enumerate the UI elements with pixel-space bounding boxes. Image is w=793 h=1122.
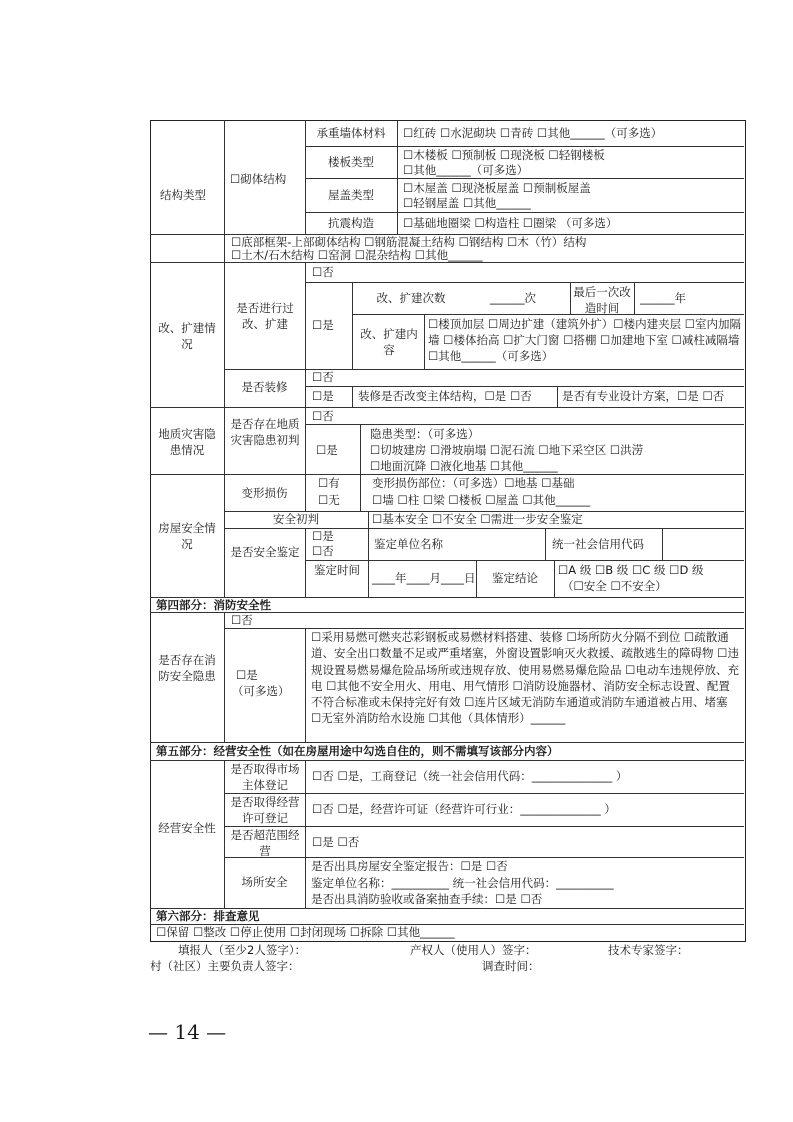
renovation-times-label: 改、扩建次数 (376, 291, 446, 305)
page-number: — 14 — (148, 1020, 227, 1044)
geo-types-title: 隐患类型：（可多选） (370, 427, 480, 441)
appraisal-time-value[interactable]: ____年____月____日 (372, 571, 476, 585)
geo-no[interactable]: ☐否 (312, 409, 334, 423)
fire-hazard-yes-note: （可多选） (232, 684, 290, 698)
roof-label: 屋盖类型 (328, 188, 374, 202)
business-permit-label: 是否取得经营许可登记 (230, 795, 300, 825)
floor-label: 楼板类型 (328, 155, 374, 169)
appraisal-conclusion-grades[interactable]: ☐A 级 ☐B 级 ☐C 级 ☐D 级 (558, 563, 704, 577)
appraisal-credit-label: 统一社会信用代码 (552, 537, 644, 551)
structure-other-2[interactable]: ☐土木/石木结构 ☐窑洞 ☐混杂结构 ☐其他______ (231, 248, 483, 262)
decor-design-question[interactable]: 是否有专业设计方案，☐是 ☐否 (562, 389, 725, 403)
roof-options-1[interactable]: ☐木屋盖 ☐现浇板屋盖 ☐预制板屋盖 (403, 181, 591, 195)
fire-hazard-options[interactable]: ☐采用易燃可燃夹芯彩钢板或易燃材料搭建、装修 ☐场所防火分隔不到位 ☐疏散通道、安全出口数量不足或严重堵塞，外窗设置影响灭火救援、疏散逃生的障碍物 ☐违规设置易燃易爆危险品场所或违规存放、使用易燃易爆危险品 ☐电动车违规停放、充电 ☐其他不安全用火、用电、用气情形 ☐消防设施器材、消防安全标志设置、配置不符合标准或未保持完好有效 ☐连片区域无消防车通道或消防车通道被占用、堵塞 ☐无室外消防给水设施 ☐其他（具体情形）______ (311, 630, 739, 726)
appraisal-unit-label: 鉴定单位名称 (374, 537, 443, 551)
floor-options-2[interactable]: ☐其他______（可多选） (403, 163, 529, 177)
decor-label: 是否装修 (241, 380, 288, 394)
structure-label: 结构类型 (160, 188, 206, 202)
decor-structure-question[interactable]: 装修是否改变主体结构，☐是 ☐否 (358, 389, 532, 403)
last-renovation-value[interactable]: ______年 (640, 291, 686, 305)
deform-label: 变形损伤 (241, 486, 288, 500)
survey-time[interactable]: 调查时间： (482, 959, 540, 973)
wall-material-options[interactable]: ☐红砖 ☐水泥砌块 ☐青砖 ☐其他______（可多选） (403, 126, 663, 140)
last-renovation-label: 最后一次改造时间 (573, 285, 631, 315)
appraisal-time-label: 鉴定时间 (314, 563, 360, 577)
appraisal-no[interactable]: ☐否 (312, 544, 334, 558)
site-safety-label: 场所安全 (241, 875, 288, 889)
business-safety-label: 经营安全性 (158, 821, 216, 835)
fire-hazard-yes[interactable]: ☐是 (236, 668, 258, 682)
appraisal-label: 是否安全鉴定 (230, 545, 300, 559)
masonry-checkbox[interactable]: ☐砌体结构 (230, 172, 287, 186)
renovation-yes[interactable]: ☐是 (312, 318, 334, 332)
renovation-no[interactable]: ☐否 (312, 265, 334, 279)
renovation-content-label: 改、扩建内容 (360, 327, 418, 357)
over-scope-options[interactable]: ☐是 ☐否 (312, 835, 360, 849)
renovation-times-value[interactable]: ______次 (490, 291, 536, 305)
site-safety-fire-check[interactable]: 是否出具消防验收或备案抽查手续：☐是 ☐否 (311, 892, 543, 906)
filler-signature[interactable]: 填报人（至少2人签字）： (178, 943, 307, 957)
wall-material-label: 承重墙体材料 (316, 126, 386, 140)
market-registration-label: 是否取得市场主体登记 (230, 762, 300, 792)
initial-judgement-label: 安全初判 (273, 512, 319, 526)
deform-parts-1[interactable]: 变形损伤部位：（可多选）☐地基 ☐基础 (372, 476, 575, 490)
seismic-options[interactable]: ☐基础地圈梁 ☐构造柱 ☐圈梁 （可多选） (403, 216, 618, 230)
fire-hazard-no[interactable]: ☐否 (231, 613, 253, 627)
village-signature[interactable]: 村（社区）主要负责人签字： (150, 959, 300, 973)
part6-heading: 第六部分：排查意见 (156, 909, 260, 923)
over-scope-label: 是否超范围经营 (230, 828, 300, 858)
part5-heading: 第五部分：经营安全性（如在房屋用途中勾选自住的，则不需填写该部分内容） (156, 744, 559, 758)
roof-options-2[interactable]: ☐轻钢屋盖 ☐其他______ (403, 196, 531, 210)
geo-types-2[interactable]: ☐地面沉降 ☐液化地基 ☐其他______ (370, 459, 558, 473)
fire-hazard-label: 是否存在消防安全隐患 (158, 653, 216, 683)
deform-none[interactable]: ☐无 (318, 493, 340, 507)
structure-other-1[interactable]: ☐底部框架-上部砌体结构 ☐钢筋混凝土结构 ☐钢结构 ☐木（竹）结构 (231, 235, 587, 249)
geo-question: 是否存在地质灾害隐患初判 (230, 417, 300, 447)
appraisal-yes[interactable]: ☐是 (312, 529, 334, 543)
owner-signature[interactable]: 产权人（使用人）签字： (410, 943, 537, 957)
geo-types-1[interactable]: ☐切坡建房 ☐滑坡崩塌 ☐泥石流 ☐地下采空区 ☐洪涝 (370, 443, 644, 457)
site-safety-report[interactable]: 是否出具房屋安全鉴定报告：☐是 ☐否 (311, 859, 508, 873)
seismic-label: 抗震构造 (328, 216, 374, 230)
renovation-label: 改、扩建情况 (158, 321, 216, 351)
deform-parts-2[interactable]: ☐墙 ☐柱 ☐梁 ☐楼板 ☐屋盖 ☐其他______ (372, 493, 591, 507)
deform-has[interactable]: ☐有 (318, 476, 340, 490)
expert-signature[interactable]: 技术专家签字： (608, 943, 689, 957)
inspection-options[interactable]: ☐保留 ☐整改 ☐停止使用 ☐封闭现场 ☐拆除 ☐其他______ (156, 925, 455, 939)
decor-no[interactable]: ☐否 (312, 370, 334, 384)
safety-label: 房屋安全情况 (158, 521, 216, 551)
site-safety-unit[interactable]: 鉴定单位名称：__________ 统一社会信用代码：__________ (311, 876, 614, 890)
appraisal-conclusion-safety[interactable]: （☐安全 ☐不安全） (562, 579, 667, 593)
decor-yes[interactable]: ☐是 (312, 389, 334, 403)
initial-judgement-options[interactable]: ☐基本安全 ☐不安全 ☐需进一步安全鉴定 (372, 512, 583, 526)
appraisal-conclusion-label: 鉴定结论 (492, 571, 538, 585)
geo-label: 地质灾害隐患情况 (158, 427, 216, 457)
market-registration-options[interactable]: ☐否 ☐是，工商登记（统一社会信用代码：______________ ） (312, 769, 628, 783)
part4-heading: 第四部分：消防安全性 (156, 598, 271, 612)
renovation-question: 是否进行过改、扩建 (236, 301, 294, 331)
geo-yes[interactable]: ☐是 (316, 443, 338, 457)
floor-options-1[interactable]: ☐木楼板 ☐预制板 ☐现浇板 ☐轻钢楼板 (403, 148, 605, 162)
business-permit-options[interactable]: ☐否 ☐是，经营许可证（经营许可行业：______________ ） (312, 802, 616, 816)
renovation-content-options[interactable]: ☐楼顶加层 ☐周边扩建（建筑外扩）☐楼内建夹层 ☐室内加隔墙 ☐楼体抬高 ☐扩大门窗 ☐搭棚 ☐加建地下室 ☐减柱减隔墙 ☐其他______（可多选） (428, 317, 742, 363)
